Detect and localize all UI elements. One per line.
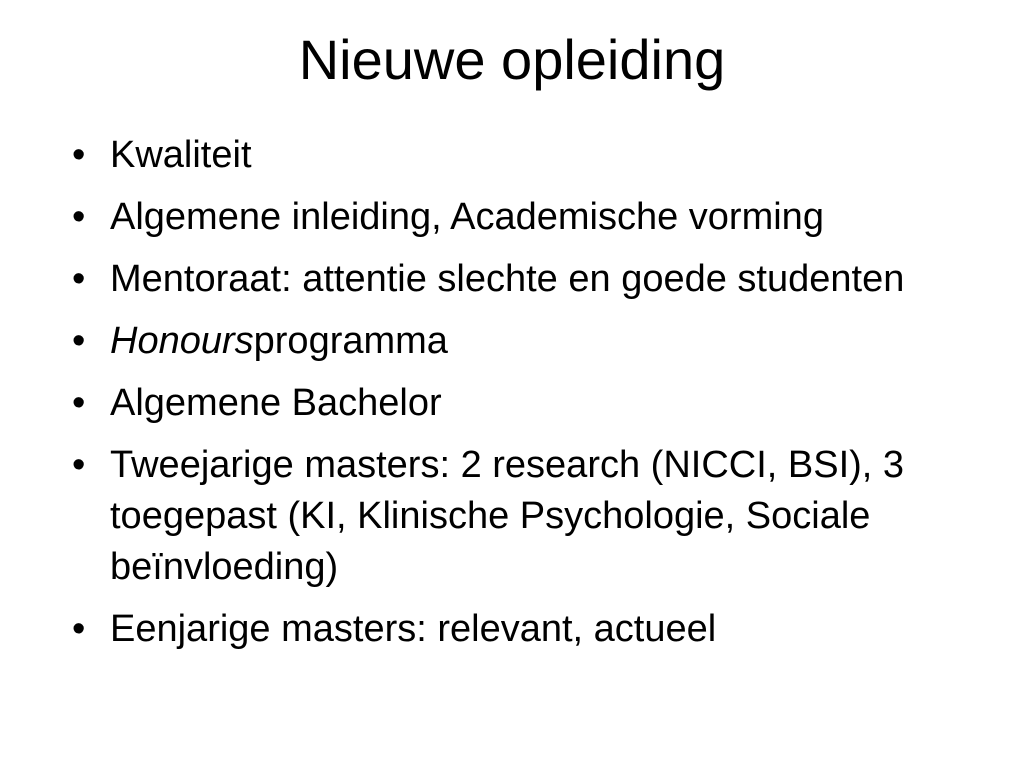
bullet-text: Tweejarige masters: 2 research (NICCI, BSI), 3 toegepast (KI, Klinische Psychologie, Sociale beïnvloeding): [110, 444, 905, 588]
bullet-text: Algemene inleiding, Academische vorming: [110, 196, 824, 238]
bullet-text: Eenjarige masters: relevant, actueel: [110, 608, 717, 650]
bullet-item-algemene-bachelor: [72, 378, 992, 429]
bullet-list: [72, 130, 992, 666]
bullet-item-eenjarige-masters: [72, 604, 992, 655]
bullet-item-algemene-inleiding: [72, 192, 992, 243]
bullet-marker: •: [72, 258, 86, 300]
bullet-item-kwaliteit: [72, 130, 992, 181]
bullet-marker: •: [72, 608, 86, 650]
bullet-marker: •: [72, 134, 86, 176]
bullet-text: programma: [253, 320, 448, 362]
bullet-text: Algemene Bachelor: [110, 382, 442, 424]
bullet-text: Kwaliteit: [110, 134, 252, 176]
bullet-text-italic: Honours: [110, 320, 254, 362]
bullet-marker: •: [72, 320, 86, 362]
bullet-item-tweejarige-masters: [72, 440, 992, 593]
bullet-item-mentoraat: [72, 254, 992, 305]
bullet-marker: •: [72, 196, 86, 238]
slide-title: Nieuwe opleiding: [298, 28, 726, 91]
bullet-marker: •: [72, 382, 86, 424]
bullet-item-honoursprogramma: [72, 316, 992, 367]
bullet-marker: •: [72, 444, 86, 486]
bullet-text: Mentoraat: attentie slechte en goede studenten: [110, 258, 905, 300]
